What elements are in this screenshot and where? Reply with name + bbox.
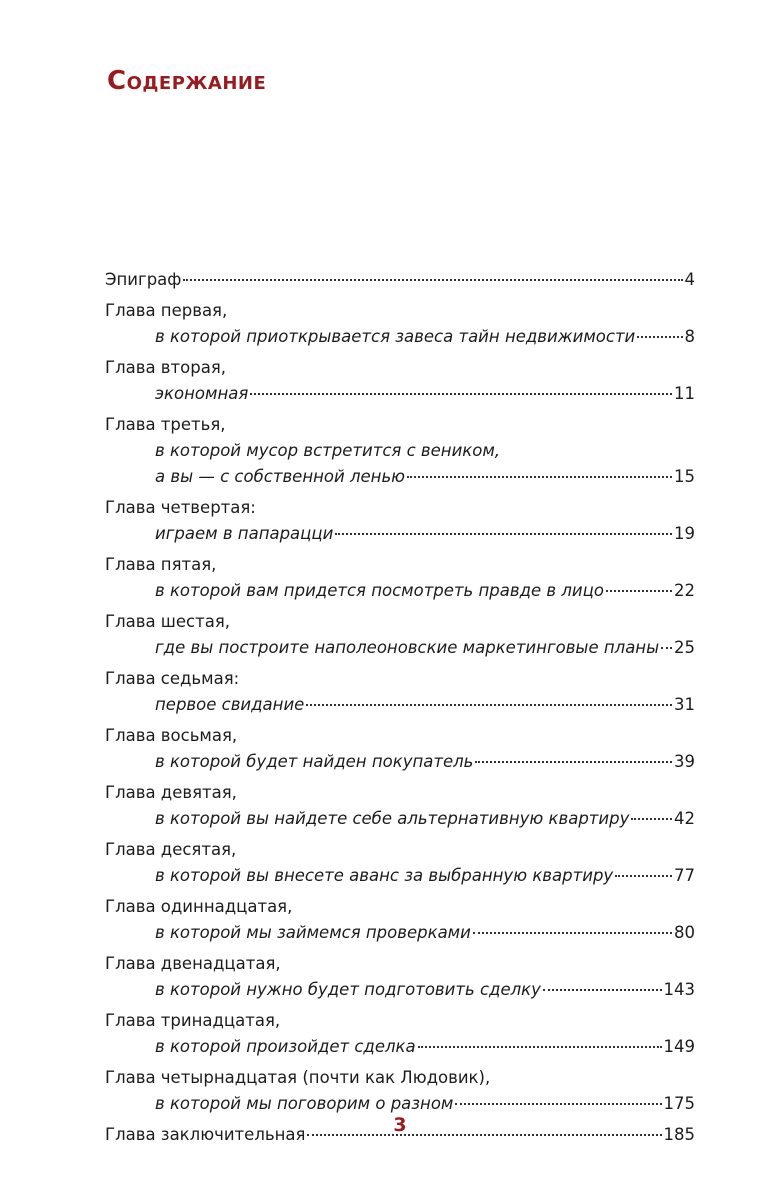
toc-entry-heading — [105, 298, 695, 324]
toc-page-number: 149 — [663, 1037, 695, 1056]
toc-page-number: 25 — [674, 638, 695, 657]
toc-entry-heading — [105, 412, 695, 438]
dot-leader — [306, 704, 672, 706]
toc-page-number: 22 — [674, 581, 695, 600]
toc-entry-heading — [105, 723, 695, 749]
dot-leader — [418, 1046, 662, 1048]
toc-page-number: 4 — [684, 270, 695, 289]
toc-entry-text: Глава восьмая, — [105, 726, 238, 745]
toc-entry-text: Глава одиннадцатая, — [105, 897, 293, 916]
toc-page-number: 42 — [674, 809, 695, 828]
toc-entry-heading — [105, 1008, 695, 1034]
dot-leader — [455, 1103, 661, 1105]
toc-entry-text: в которой вы внесете аванс за выбранную квартиру — [155, 866, 614, 885]
toc-entry-subtitle — [105, 464, 695, 490]
page-number: 3 — [393, 1114, 407, 1136]
toc-page-number: 143 — [663, 980, 695, 999]
toc-entry — [105, 1008, 695, 1060]
toc-entry-text: Глава тринадцатая, — [105, 1011, 281, 1030]
toc-entry-subtitle — [105, 324, 695, 350]
toc-entry-text: а вы — с собственной ленью — [155, 467, 406, 486]
toc-entry — [105, 298, 695, 350]
toc-page-number: 11 — [674, 384, 695, 403]
toc-entry-heading — [105, 666, 695, 692]
toc-entry-text: Глава двенадцатая, — [105, 954, 281, 973]
toc-page-number: 19 — [674, 524, 695, 543]
toc-page-number: 31 — [674, 695, 695, 714]
toc-entry-subtitle — [105, 578, 695, 604]
toc-page-number: 15 — [674, 467, 695, 486]
toc-entry-heading — [105, 1065, 695, 1091]
toc-entry-heading — [105, 355, 695, 381]
toc-entry-subtitle — [105, 863, 695, 889]
toc-entry-heading — [105, 837, 695, 863]
toc-entry-text: играем в папарацци — [155, 524, 334, 543]
toc-page-number: 175 — [663, 1094, 695, 1113]
dot-leader — [250, 393, 672, 395]
toc-entry-heading — [105, 951, 695, 977]
toc-entry — [105, 894, 695, 946]
toc-entry — [105, 552, 695, 604]
toc-entry-text: в которой мусор встретится с веником, — [155, 441, 501, 460]
toc-entry-text: первое свидание — [155, 695, 305, 714]
dot-leader — [407, 476, 672, 478]
dot-leader — [637, 336, 682, 338]
toc-entry — [105, 609, 695, 661]
toc-entry-heading — [105, 267, 695, 293]
dot-leader — [661, 647, 672, 649]
toc-entry-text: экономная — [155, 384, 249, 403]
toc-entry — [105, 495, 695, 547]
toc-entry — [105, 780, 695, 832]
toc-entry-text: в которой мы займемся проверками — [155, 923, 471, 942]
table-of-contents — [105, 267, 695, 1153]
toc-entry-text: Глава седьмая: — [105, 669, 240, 688]
toc-entry — [105, 355, 695, 407]
toc-entry-subtitle — [105, 1034, 695, 1060]
toc-entry-text: в которой мы поговорим о разном — [155, 1094, 454, 1113]
toc-entry-text: в которой вам придется посмотреть правде в лицо — [155, 581, 604, 600]
toc-entry-subtitle — [105, 920, 695, 946]
toc-entry — [105, 267, 695, 293]
toc-page-number: 39 — [674, 752, 695, 771]
toc-entry — [105, 951, 695, 1003]
toc-entry-subtitle — [105, 692, 695, 718]
toc-entry-heading — [105, 552, 695, 578]
toc-entry — [105, 412, 695, 490]
toc-entry-text: где вы построите наполеоновские маркетинговые планы — [155, 638, 660, 657]
toc-entry-heading — [105, 609, 695, 635]
toc-entry-heading — [105, 495, 695, 521]
toc-entry-subtitle — [105, 635, 695, 661]
toc-entry-text: Глава пятая, — [105, 555, 217, 574]
toc-entry-text: в которой будет найден покупатель — [155, 752, 474, 771]
toc-entry — [105, 1065, 695, 1117]
toc-entry — [105, 837, 695, 889]
toc-entry-text: Глава девятая, — [105, 783, 237, 802]
toc-entry-text: в которой произойдет сделка — [155, 1037, 416, 1056]
dot-leader — [631, 818, 672, 820]
toc-entry-subtitle — [105, 381, 695, 407]
toc-entry — [105, 666, 695, 718]
toc-entry-text: в которой вы найдете себе альтернативную квартиру — [155, 809, 630, 828]
toc-page-number: 8 — [684, 327, 695, 346]
toc-entry-text: Глава вторая, — [105, 358, 226, 377]
toc-entry-subtitle — [105, 977, 695, 1003]
toc-entry-subtitle — [105, 806, 695, 832]
toc-entry-heading — [105, 894, 695, 920]
toc-entry-text: Глава заключительная — [105, 1125, 306, 1144]
toc-entry — [105, 723, 695, 775]
dot-leader — [543, 989, 662, 991]
toc-entry-text: Глава десятая, — [105, 840, 237, 859]
toc-entry-subtitle — [105, 438, 695, 464]
toc-entry-text: Глава четвертая: — [105, 498, 256, 517]
toc-entry-heading — [105, 780, 695, 806]
toc-entry-text: Глава первая, — [105, 301, 228, 320]
toc-entry-text: Эпиграф — [105, 270, 182, 289]
toc-entry-text: в которой нужно будет подготовить сделку — [155, 980, 541, 999]
toc-page-number: 77 — [674, 866, 695, 885]
dot-leader — [335, 533, 672, 535]
dot-leader — [606, 590, 672, 592]
dot-leader — [615, 875, 672, 877]
toc-entry-subtitle — [105, 749, 695, 775]
toc-entry-text: Глава третья, — [105, 415, 226, 434]
dot-leader — [475, 761, 672, 763]
toc-entry-text: Глава шестая, — [105, 612, 231, 631]
toc-entry-text: в которой приоткрывается завеса тайн недвижимости — [155, 327, 636, 346]
toc-entry-text: Глава четырнадцатая (почти как Людовик), — [105, 1068, 491, 1087]
toc-page-number: 185 — [663, 1125, 695, 1144]
dot-leader — [183, 279, 682, 281]
dot-leader — [473, 932, 672, 934]
toc-entry-subtitle — [105, 521, 695, 547]
toc-page-number: 80 — [674, 923, 695, 942]
page-title: Содержание — [107, 66, 267, 96]
